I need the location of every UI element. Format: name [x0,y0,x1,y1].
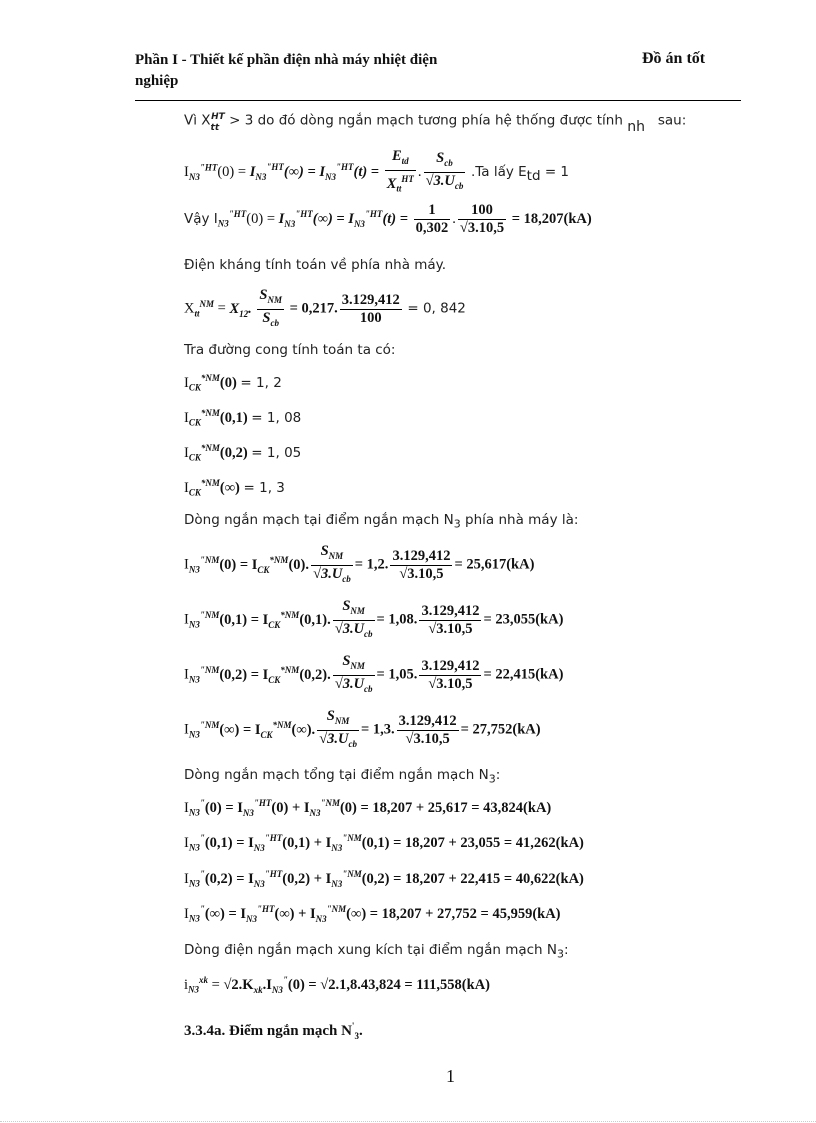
header-line-1: Phần I - Thiết kế phần điện nhà máy nhiệt điện [135,52,438,68]
para-impulse: Dòng điện ngắn mạch xung kích tại điểm ngắn mạch $N_3$: [184,942,569,961]
para-nm-current: Dòng ngắn mạch tại điểm ngắn mạch $N_3$ phía nhà máy là: [184,512,579,531]
footer-rule [0,1121,816,1122]
formula-nm-inf: $I_{N3}^{"NM}(\infty) = I_{CK}^{*NM}(\infty)$. $\frac{S_{NM}}{√3.U_{cb}}$ = 1,3. $\frac{3.129,412}{√3.10,5}$ = 27,752(kA) [184,708,541,749]
formula-nm-02: $I_{N3}^{"NM}(0,2) = I_{CK}^{*NM}(0,2)$. $\frac{S_{NM}}{√3.U_{cb}}$ = 1,05. $\frac{3.129,412}{√3.10,5}$ = 22,415(kA) [184,653,564,694]
formula-ht-current: $I_{N3}^{"HT}(0) = I_{N3}^{"HT}(\infty) = I_{N3}^{"HT}(t)$ = $\frac{E_{td}}{X_{tt}^{HT}}$ . $\frac{S_{cb}}{√3.U_{cb}}$ .Ta lấy $E_{td} = 1$ [184,148,570,194]
formula-sum-01: $I_{N3}^"(0,1) = I_{N3}^{"HT}(0,1) + I_{N3}^{"NM}(0,1) = 18,207 + 23,055 = 41,262(kA)$ [184,833,584,853]
formula-nm-01: $I_{N3}^{"NM}(0,1) = I_{CK}^{*NM}(0,1)$. $\frac{S_{NM}}{√3.U_{cb}}$ = 1,08. $\frac{3.129,412}{√3.10,5}$ = 23,055(kA) [184,598,564,639]
formula-icx-01: $I_{CK}^{*NM}(0,1) = 1$, 08 [184,408,302,428]
formula-icx-0: $I_{CK}^{*NM}(0) = 1$, 2 [184,373,282,393]
formula-reactance: $X_{tt}^{NM} = X_{12}$. $\frac{S_{NM}}{S_{cb}}$ = 0,217. $\frac{3.129,412}{100}$ = 0, 842 [184,287,466,328]
header-right: Đồ án tốt [642,50,706,67]
section-heading: 3.3.4a. Điểm ngắn mạch $N'_3$. [184,1021,363,1041]
page-number: 1 [446,1066,455,1086]
formula-sum-inf: $I_{N3}^"(\infty) = I_{N3}^{"HT}(\infty) + I_{N3}^{"NM}(\infty) = 18,207 + 27,752 = 45,959(kA)$ [184,904,561,924]
para-total-current: Dòng ngắn mạch tổng tại điểm ngắn mạch $N_3$: [184,767,501,786]
formula-nm-0: $I_{N3}^{"NM}(0) = I_{CK}^{*NM}(0)$. $\frac{S_{NM}}{√3.U_{cb}}$ = 1,2. $\frac{3.129,412}{√3.10,5}$ = 25,617(kA) [184,543,535,584]
para-curve: Tra đường cong tính toán ta có: [184,342,396,358]
header-line-2: nghiệp [135,73,179,89]
header-title [135,50,437,92]
formula-sum-0: $I_{N3}^"(0) = I_{N3}^{"HT}(0) + I_{N3}^{"NM}(0) = 18,207 + 25,617 = 43,824(kA)$ [184,798,552,818]
header-rule [135,100,741,101]
formula-icx-02: $I_{CK}^{*NM}(0,2) = 1$, 05 [184,443,302,463]
formula-impulse: $i_{N3}^{xk} = √2.K_{xk}.I_{N3}^"(0) = √2.1,8.43,824 = 111,558(kA)$ [184,975,490,995]
formula-icx-inf: $I_{CK}^{*NM}(\infty) = 1$, 3 [184,478,285,498]
para-line-1: Vì $X_{tt}^{HT} > 3$ do đó dòng ngắn mạch tương phía hệ thống được tính nh sau: [184,112,687,135]
formula-sum-02: $I_{N3}^"(0,2) = I_{N3}^{"HT}(0,2) + I_{N3}^{"NM}(0,2) = 18,207 + 22,415 = 40,622(kA)$ [184,869,584,889]
formula-ht-result: Vậy $I_{N3}^{"HT}(0) = I_{N3}^{"HT}(\infty) = I_{N3}^{"HT}(t)$ = $\frac{1}{0,302}$ . $\frac{100}{√3.10,5}$ = 18,207(kA) [184,202,592,236]
para-reactance: Điện kháng tính toán về phía nhà máy. [184,257,447,273]
